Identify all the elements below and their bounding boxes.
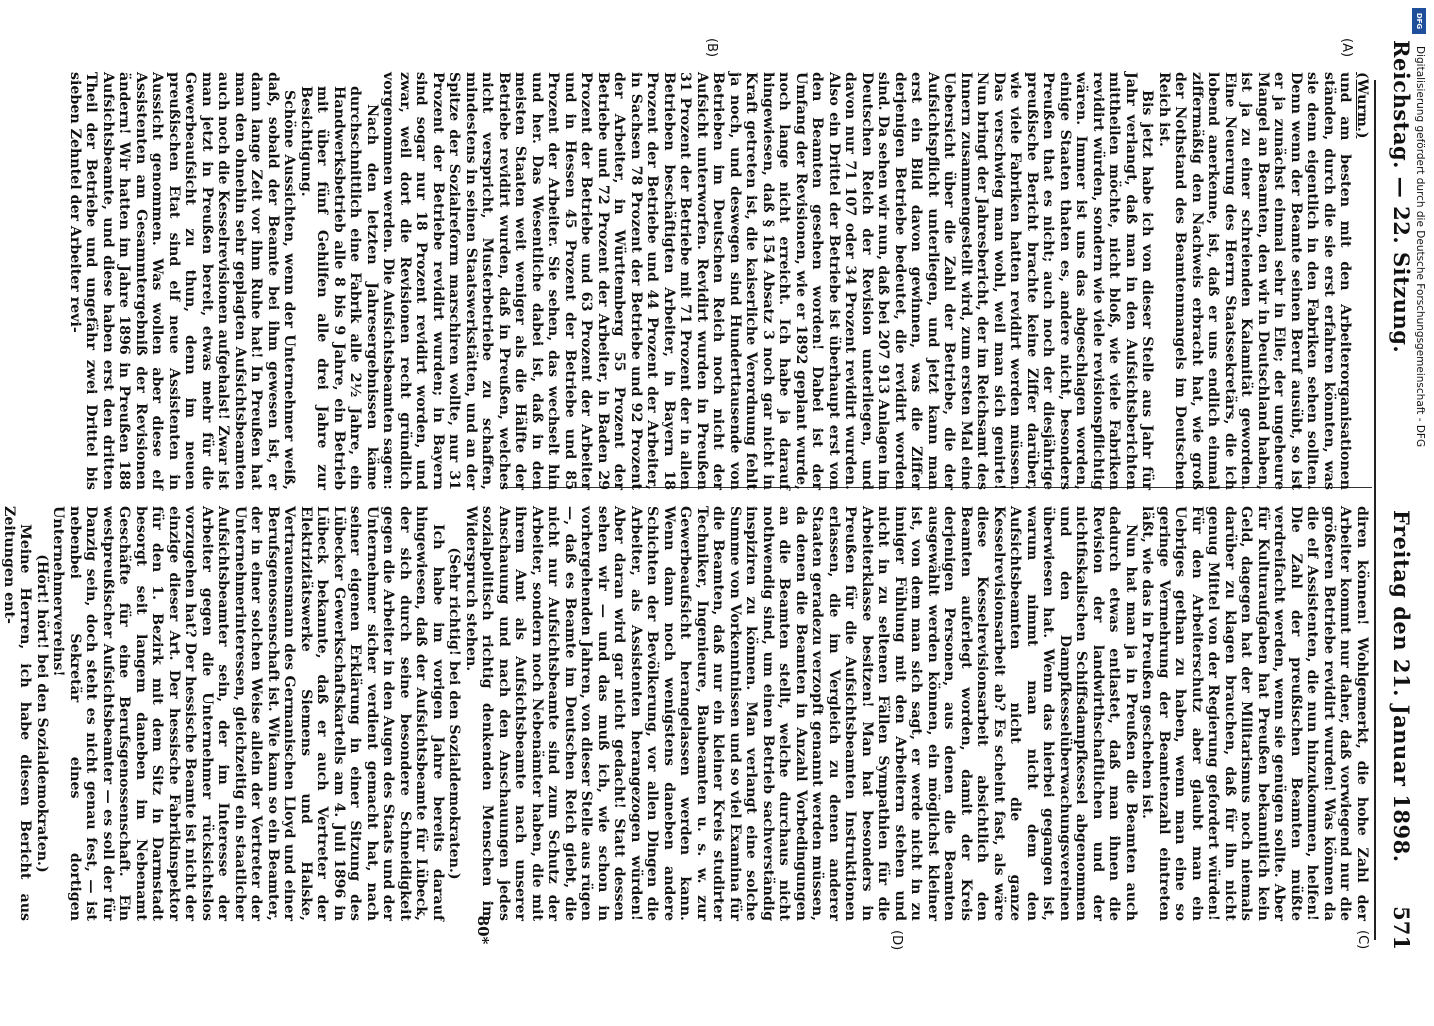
- paragraph: Meine Herren, ich habe diesen Bericht aus Zeitungen ent-: [1, 506, 34, 921]
- attribution-text: Digitalisierung gefördert durch die Deutsche Forschungsgemeinschaft - DFG: [1414, 46, 1426, 448]
- paragraph: Schöne Aussichten, wenn der Unternehmer weiß, daß, sobald der Beamte bei ihm gewesen ist, er dann lange Zeit vor ihm Ruhe hat! In Preußen hat man den ohnehin sehr geplagten Aufsichtsbeamten auch noch die Kesselrevisionen aufgehalst! Zwar ist man jetzt in Preußen bereit, etwas mehr für die Gewerbeaufsicht zu thun, denn im neuen preußischen Etat sind elf neue Assistenten in Aussicht genommen. Was wollen aber diese elf Assistenten am Gesammtergebniß der Revisionen ändern! Wir hatten im Jahre 1896 in Preußen 188 Aufsichtsbeamte, und diese haben erst den dritten Theil der Betriebe und ungefähr zwei Drittel bis sieben Zehntel der Arbeiter revi-: [67, 72, 298, 490]
- attribution-strip: [1410, 10, 1426, 990]
- margin-mark-c: (C): [1355, 930, 1370, 950]
- paragraph: Bis jetzt habe ich von dieser Stelle aus Jahr für Jahr verlangt, daß man in den Aufsichtsberichten mittheilen möchte, nicht bloß, wie viele Fabriken revidirt würden, sondern wie viele revisionspflichtig wären. Immer ist uns das abgeschlagen worden, einige Staaten thaten es, andere nicht, besonders Preußen that es nicht; auch noch der diesjährige preußische Bericht brachte keine Ziffer darüber, wie viele Fabriken hatten revidirt werden müssen. Das verschwieg man wohl, weil man sich genirte! Nun bringt der Jahresbericht, der im Reichsamt des Innern zusammengestellt wird, zum ersten Mal eine Uebersicht über die Zahl der Betriebe, die der Aufsichtspflicht unterliegen, und jetzt kann man erst ein Bild davon gewinnen, was die Ziffer derjenigen Betriebe bedeutet, die revidirt worden sind. Da sehen wir nun, daß bei 207 913 Anlagen im Deutschen Reich der Revision unterliegen, und davon nur 71 107 oder 34 Prozent revidirt wurden. Also ein Drittel der Betriebe ist überhaupt erst von den Beamten gesehen worden! Dabei ist der Umfang der Revisionen, wie er 1892 geplant wurde, noch lange nicht erreicht. Ich habe ja darauf hingewiesen, daß § 154 Absatz 3 noch gar nicht in Kraft getreten ist, die kaiserliche Verordnung fehlt ja noch, und deswegen sind Hunderttausende von Betrieben im Deutschen Reich noch nicht der Aufsicht unterworfen. Revidirt wurden in Preußen 31 Prozent der Betriebe mit 71 Prozent der in allen Betrieben beschäftigten Arbeiter, in Bayern 18 Prozent der Betriebe und 44 Prozent der Arbeiter, in Sachsen 78 Prozent der Betriebe und 92 Prozent der Arbeiter, in Württemberg 55 Prozent der Betriebe und 72 Prozent der Arbeiter, in Baden 29 Prozent der Betriebe und 63 Prozent der Arbeiter und in Hessen 45 Prozent der Betriebe und 85 Prozent der Arbeiter. Sie sehen, das wechselt hin und her. Das Wesentliche dabei ist, daß in den meisten Staaten weit weniger als die Hälfte der Betriebe revidirt wurden, daß in Preußen, welches nicht verspricht, Musterbetriebe zu schaffen, mindestens in seinen Staatswerkstätten, und an der Spitze der Sozialreform marschiren wollte, nur 31 Prozent der Betriebe revidirt wurden; in Bayern sind sogar nur 18 Prozent revidirt worden, und zwar, weil dort die Revisionen recht gründlich vorgenommen werden. Die Aufsichtsbeamten sagen:: [380, 72, 1156, 490]
- margin-mark-d: (D): [889, 930, 904, 951]
- margin-mark-a: (A): [1339, 38, 1354, 58]
- column-right: [1, 506, 1371, 921]
- paragraph: und am besten mit den Arbeiterorganisationen ständen, durch die sie erst erfahren könnten, was sie denn eigentlich in den Fabriken sehen sollten. Denn wenn der Beamte seinen Beruf ausübt, so ist er ja zunächst einmal sehr in Eile; der ungeheure Mangel an Beamten, den wir in Deutschland haben, ist ja zu einer schreienden Kalamität geworden. Eine Neuerung des Herrn Staatssekretärs, die ich lobend anerkenne, ist, daß er uns endlich einmal ziffermäßig den Nachweis erbracht hat, wie groß der Nothstand des Beamtenmangels im Deutschen Reich ist.: [1156, 72, 1354, 490]
- speaker-name: (Wurm.): [1354, 72, 1370, 139]
- interjection: (Sehr richtig! bei den Sozialdemokraten.): [446, 547, 463, 880]
- interjection: (Hört! hört! bei den Sozialdemokraten.): [34, 554, 50, 873]
- paragraph: Ich habe im vorigen Jahre bereits darauf hingewiesen, daß der Aufsichtsbeamte für Lübeck, der sich durch seine besondere Schneidigkeit gegen die Arbeiter in den Augen des Staats und der Unternehmer sicher verdient gemacht hat, nach seiner eigenen Erklärung in einer Sitzung des Lübecker Gewerkschaftskartells am 4. Juli 1896 in Lübeck bekannte, daß er auch Vertreter der Elektrizitätswerke Siemens und Halske, Vertrauensmann des Germanischen Lloyd und einer Berufsgenossenschaft ist. Wie kann so ein Beamter, der in einer solchen Weise allein der Vertreter der Unternehmerinteressen, gleichzeitig ein staatlicher Aufsichtsbeamter sein, der im Interesse der Arbeiter gegen die Unternehmer rücksichtslos vorzugehen hat? Der hessische Beamte ist nicht der einzige dieser Art. Der hessische Fabrikinspektor für den 1. Bezirk mit dem Sitz in Darmstadt besorgt seit langem daneben im Nebenamt Geschäfte für eine Berufsgenossenschaft. Ein westpreußischer Aufsichtsbeamter — es soll der für Danzig sein, doch steht es nicht genau fest, — ist nebenbei Sekretär eines dortigen Unternehmervereins!: [50, 506, 446, 921]
- margin-mark-b: (B): [704, 38, 719, 58]
- signature-mark: 80*: [474, 915, 492, 945]
- page-number: 571: [1389, 906, 1414, 950]
- header-rule: [1374, 80, 1376, 940]
- dfg-logo: DFG: [1412, 8, 1426, 34]
- column-left: [67, 72, 1371, 490]
- paragraph: diren können! Wohlgemerkt, die hohe Zahl der Arbeiter kommt nur daher, daß vorwiegend nur die größeren Betriebe revidirt wurden! Was können da die elf Assistenten, die nun hinzukommen, helfen! Die Zahl der preußischen Beamten müßte verdreifacht werden, wenn sie genügen sollte. Aber für Kulturaufgaben hat Preußen bekanntlich kein Geld, dagegen hat der Militarismus noch niemals darüber zu klagen brauchen, daß für ihn nicht genug Mittel von der Regierung gefordert würden! Für den Arbeiterschutz aber glaubt man ein Uebriges gethan zu haben, wenn man eine so geringe Vermehrung der Beamtenzahl eintreten läßt, wie das in Preußen geschehen ist.: [1139, 506, 1370, 921]
- paragraph: Nun hat man ja in Preußen die Beamten auch dadurch etwas entlastet, daß man ihnen die Revision der landwirthschaftlichen und der nichtfiskalischen Schiffsdampfkessel abgenommen und den Dampfkesselüberwachungsvereinen überwiesen hat. Wenn das hierbei gegangen ist, warum nimmt man nicht dem den Aufsichtsbeamten nicht die ganze Kesselrevisionsarbeit ab? Es scheint fast, als wäre diese Kesselrevisionsarbeit absichtlich den Beamten auferlegt worden, damit der Kreis derjenigen Personen, aus denen die Beamten ausgewählt werden können, ein möglichst kleiner ist, von dem man sich sagt, er werde nicht in zu inniger Fühlung mit den Arbeitern stehen und nicht in zu seltenen Fällen Sympathien für die Arbeiterklasse besitzen! Man hat besonders in Preußen für die Aufsichtsbeamten Instruktionen erlassen, die im Vergleich zu denen anderer Staaten geradezu verzopft genannt werden müssen, da denen die Beamten in Anzahl Vorbedingungen an die Beamten stellt, welche durchaus nicht nothwendig sind, um einen Betrieb sachverständig inspiziren zu können. Man verlangt eine solche Summe von Vorkenntnissen und so viel Examina für die Beamten, daß nur ein kleiner Kreis studirter Techniker, Ingenieure, Baubeamten u. s. w. zur Gewerbeaufsicht herangelassen werden kann. Wenn dann noch wenigstens daneben andere Schichten der Bevölkerung, vor allen Dingen die Arbeiter, als Assistenten herangezogen würden! Aber daran wird gar nicht gedacht! Statt dessen sehen wir — und das muß ich, wie schon in vorhergehenden Jahren, von dieser Stelle aus rügen —, daß es Beamte im Deutschen Reich giebt, die nicht nur Aufsichtsbeamte sind zum Schutz der Arbeiter, sondern noch Nebenämter haben, die mit ihrem Amt als Aufsichtsbeamte nach unserer Anschauung und nach den Anschauungen jedes sozialpolitisch richtig denkenden Menschen im Widerspruch stehen.: [463, 506, 1139, 921]
- header-date: Freitag den 21. Januar 1898.: [1389, 510, 1414, 863]
- header-left: Reichstag. — 22. Sitzung.: [1389, 40, 1414, 354]
- quote-paragraph: Nach den letzten Jahresergebnissen käme durchschnittlich eine Fabrik alle 2½ Jahre, ein Handwerksbetrieb alle 8 bis 9 Jahre, ein Betrieb mit über fünf Gehilfen alle drei Jahre zur Besichtigung.: [298, 86, 380, 490]
